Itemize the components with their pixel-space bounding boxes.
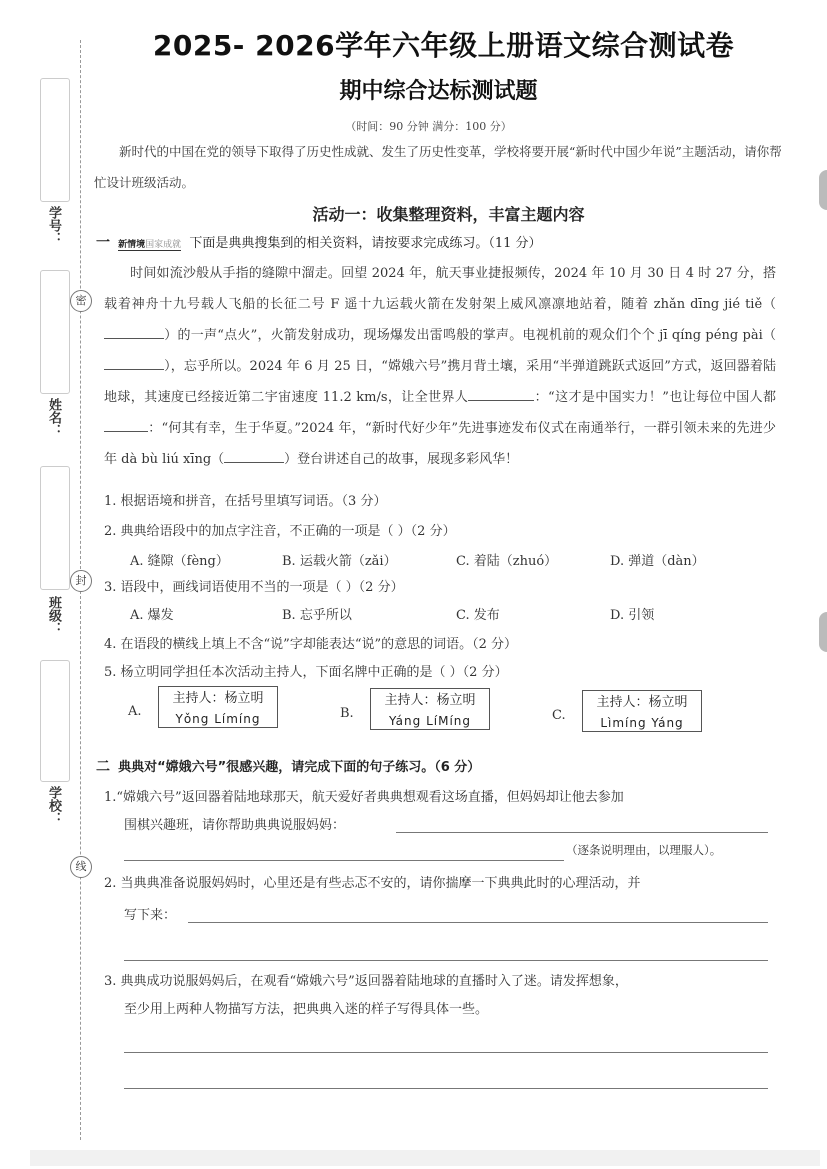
q5-name-card-c[interactable] [582, 690, 702, 732]
context-tag-sub: 国家成就 [145, 240, 182, 250]
card-b-title: 主持人：杨立明 [384, 693, 476, 708]
blank-say-2[interactable] [104, 431, 148, 432]
section-two-number: 二 [96, 759, 110, 775]
blank-pinyin-2[interactable] [104, 369, 164, 370]
card-b-pinyin: Yáng LíMíng [389, 714, 471, 728]
class-box[interactable] [40, 466, 70, 590]
card-a-title: 主持人：杨立明 [172, 691, 264, 706]
seal-mi: 密 [70, 290, 92, 312]
context-tag-main: 新情境 [118, 240, 146, 250]
passage-part-1: 时间如流沙般从手指的缝隙中溜走。回望 2024 年，航天事业捷报频传，2024 年 10 月 30 日 4 时 27 分，搭载着神舟十九号载人飞船的长征二号 F 遥十九运载火箭在发射架上威风凛凛地站着，随着 zhǎn dīng jié tiě（ [104, 266, 776, 312]
q3-option-b[interactable]: B. 忘乎所以 [282, 608, 352, 623]
q2-option-a[interactable]: A. 缝隙（fèng） [130, 554, 229, 569]
q2-option-b[interactable]: B. 运载火箭（zǎi） [282, 554, 397, 569]
blank-pinyin-3[interactable] [224, 462, 284, 463]
question-1-4: 4. 在语段的横线上填上不含“说”字却能表达“说”的意思的词语。（2 分） [104, 637, 518, 652]
q2-option-d[interactable]: D. 弹道（dàn） [610, 554, 705, 569]
question-2-2-line1: 2. 当典典准备说服妈妈时，心里还是有些忐忑不安的，请你揣摩一下典典此时的心理活动，并 [104, 876, 641, 891]
answer-line-2-2b[interactable] [124, 960, 768, 961]
answer-line-2-1a[interactable] [396, 832, 768, 833]
time-note: （时间：90 分钟 满分：100 分） [345, 120, 512, 133]
class-label: 班级： [46, 596, 61, 635]
answer-line-2-1b[interactable] [124, 860, 564, 861]
section-one-number: 一 [96, 235, 110, 251]
q5-option-b-letter[interactable]: B. [340, 706, 354, 721]
card-c-title: 主持人：杨立明 [596, 695, 688, 710]
question-2-1-line1: 1.“嫦娥六号”返回器着陆地球那天，航天爱好者典典想观看这场直播，但妈妈却让他去参加 [104, 790, 624, 805]
question-1-1: 1. 根据语境和拼音，在括号里填写词语。（3 分） [104, 494, 387, 509]
page-edge-shadow [819, 612, 827, 652]
passage-part-5: ：“何其有幸，生于华夏。”2024 年，“新时代好少年”先进事迹发布仪式在南通举行，一群引领未来的先进少年 dà bù liú xīng（ [104, 421, 776, 467]
passage-part-4: ：“这才是中国实力！”也让每位中国人都 [534, 390, 777, 405]
blank-pinyin-1[interactable] [104, 338, 164, 339]
section-two-instruction: 典典对“嫦娥六号”很感兴趣，请完成下面的句子练习。（6 分） [118, 760, 481, 775]
q5-name-card-b[interactable] [370, 688, 490, 730]
section-one-heading [96, 232, 776, 252]
activity-title: 活动一：收集整理资料，丰富主题内容 [312, 205, 585, 224]
intro-text: 新时代的中国在党的领导下取得了历史性成就、发生了历史性变革，学校将要开展“新时代中国少年说”主题活动，请你帮忙设计班级活动。 [94, 144, 782, 190]
question-1-5: 5. 杨立明同学担任本次活动主持人，下面名牌中正确的是（ ）（2 分） [104, 665, 508, 680]
context-tag [118, 240, 181, 251]
q3-option-a[interactable]: A. 爆发 [130, 608, 174, 623]
student-id-label: 学号： [46, 206, 61, 245]
answer-line-2-3a[interactable] [124, 1052, 768, 1053]
answer-line-2-3b[interactable] [124, 1088, 768, 1089]
blank-say-1[interactable] [468, 400, 534, 401]
question-2-3-line2: 至少用上两种人物描写方法，把典典入迷的样子写得具体一些。 [124, 1002, 489, 1017]
question-2-1-hint: （逐条说明理由，以理服人）。 [566, 843, 722, 857]
page-bottom-shadow [30, 1150, 820, 1166]
exam-subtitle: 期中综合达标测试题 [339, 79, 538, 104]
seal-xian: 线 [70, 856, 92, 878]
q5-option-c-letter[interactable]: C. [552, 708, 566, 723]
passage-part-3: ），忘乎所以。2024 年 6 月 25 日，“嫦娥六号”携月背土壤，采用“半弹道跳跃式返回”方式，返回器着陆地球，其速度已经接近第二宇宙速度 11.2 km/s，让全世界人 [104, 359, 776, 405]
reading-passage [104, 258, 776, 475]
card-a-pinyin: Yǒng Límíng [175, 712, 261, 726]
question-2-1-line2: 围棋兴趣班，请你帮助典典说服妈妈： [124, 818, 346, 833]
question-2-3-line1: 3. 典典成功说服妈妈后，在观看“嫦娥六号”返回器着陆地球的直播时入了迷。请发挥想象， [104, 974, 628, 989]
name-label: 姓名： [46, 398, 61, 437]
question-1-3: 3. 语段中，画线词语使用不当的一项是（ ）（2 分） [104, 580, 404, 595]
school-box[interactable] [40, 660, 70, 782]
seal-feng: 封 [70, 570, 92, 592]
q3-option-c[interactable]: C. 发布 [456, 608, 500, 623]
question-1-2: 2. 典典给语段中的加点字注音，不正确的一项是（ ）（2 分） [104, 524, 456, 539]
exam-title: 2025- 2026学年六年级上册语文综合测试卷 [152, 29, 735, 62]
q3-option-d[interactable]: D. 引领 [610, 608, 655, 623]
q5-name-card-a[interactable] [158, 686, 278, 728]
school-label: 学校： [46, 786, 61, 825]
name-box[interactable] [40, 270, 70, 394]
q2-option-c[interactable]: C. 着陆（zhuó） [456, 554, 558, 569]
q5-option-a-letter[interactable]: A. [128, 704, 142, 719]
card-c-pinyin: Lìmíng Yáng [600, 716, 684, 730]
answer-line-2-2a[interactable] [188, 922, 768, 923]
section-two-heading [96, 756, 776, 776]
question-2-2-line2: 写下来： [124, 908, 177, 923]
section-one-instruction: 下面是典典搜集到的相关资料，请按要求完成练习。（11 分） [189, 236, 542, 251]
passage-part-2: ）的一声“点火”，火箭发射成功，现场爆发出雷鸣般的掌声。电视机前的观众们个个 jī qíng péng pài（ [164, 328, 776, 343]
passage-part-6: ）登台讲述自己的故事，展现多彩风华！ [284, 452, 519, 467]
